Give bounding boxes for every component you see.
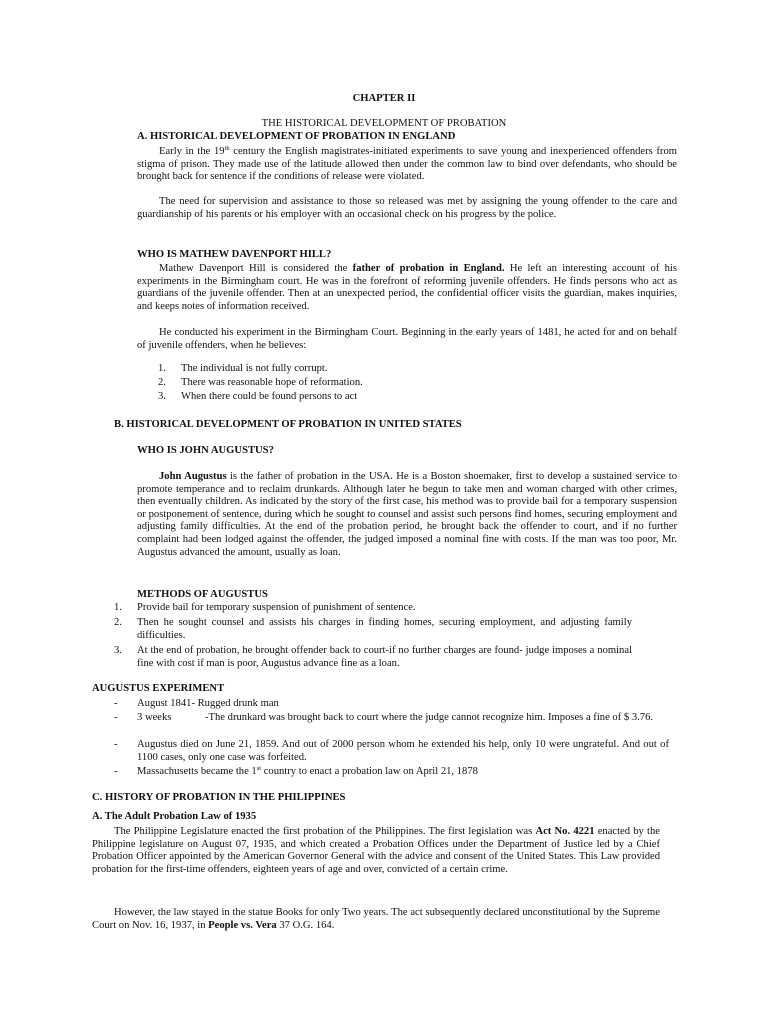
hill-paragraph bbox=[137, 263, 677, 313]
section-b-heading: B. HISTORICAL DEVELOPMENT OF PROBATION IN UNITED STATES bbox=[114, 419, 462, 430]
method-item: Then he sought counsel and assists his charges in finding homes, securing employment, and adjusting family difficulties. bbox=[137, 617, 632, 641]
experiment-duration: 3 weeks bbox=[137, 712, 172, 723]
experiment-item bbox=[137, 766, 478, 779]
e4-superscript: st bbox=[256, 765, 262, 772]
method-item: At the end of probation, he brought offender back to court-if no further charges are found- judge imposes a nominal fine with cost if man is poor, Augustus advance fine as a loan. bbox=[137, 645, 632, 669]
method-number: 3. bbox=[114, 645, 122, 656]
p1-text-b: century the English magistrates-initiated experiments to save young and inexperienced offenders from stigma of prison. They made use of the latitude allowed then under the common law to bind over defendants, who should be brought back for sentence if the conditions of release were violated. bbox=[137, 146, 677, 183]
method-number: 1. bbox=[114, 602, 122, 613]
philippines-paragraph-2 bbox=[92, 907, 660, 932]
augustus-paragraph bbox=[137, 471, 677, 559]
ph2-text-b: 37 O.G. 164. bbox=[276, 919, 335, 931]
dash-bullet: - bbox=[114, 712, 118, 723]
section-a-paragraph-1 bbox=[137, 146, 677, 184]
ph-text-b: enacted by the Philippine legislature on August 07, 1935, and which created a Probation Offices under the Department of Justice led by a Chief Probation Officer appointed by the American Governor General with the advice and consent of the United States. This Law provided probation for the first-time offenders, eighteen years of age and over, convicted of a certain crime. bbox=[92, 826, 660, 875]
section-a-paragraph-2: The need for supervision and assistance to those so released was met by assigning the young offender to the care and guardianship of his parents or his employer with an occasional check on his progress by the police. bbox=[137, 196, 677, 220]
ph2-text-a: However, the law stayed in the statue Books for only Two years. The act subsequently declared unconstitutional by the Supreme Court on Nov. 16, 1937, in bbox=[92, 907, 660, 931]
experiment-item: August 1841- Rugged drunk man bbox=[137, 698, 279, 709]
p1-superscript: th bbox=[224, 145, 230, 152]
hill-text-b: He left an interesting account of his experiments in the Birmingham court. He was in the forefront of reforming juvenile offenders. He finds persons who act as guardians of the juvenile offender. Then at an unexpected period, the confidential officer visits the guardian, makes inquiries, and keeps notes of information received. bbox=[137, 263, 678, 312]
case-name: People vs. Vera bbox=[208, 919, 277, 931]
dash-bullet: - bbox=[114, 698, 118, 709]
method-item: Provide bail for temporary suspension of punishment of sentence. bbox=[137, 602, 416, 613]
experiment-heading: AUGUSTUS EXPERIMENT bbox=[92, 683, 225, 694]
adult-probation-subheading: A. The Adult Probation Law of 1935 bbox=[92, 811, 257, 822]
hill-text-a: Mathew Davenport Hill is considered the bbox=[159, 263, 353, 274]
birmingham-paragraph: He conducted his experiment in the Birmingham Court. Beginning in the early years of 1481, he acted for and on behalf of juvenile offenders, when he believes: bbox=[137, 327, 677, 351]
p1-text-a: Early in the 19 bbox=[159, 146, 225, 157]
methods-heading: METHODS OF AUGUSTUS bbox=[137, 589, 268, 600]
method-number: 2. bbox=[114, 617, 122, 628]
section-a-heading: A. HISTORICAL DEVELOPMENT OF PROBATION IN ENGLAND bbox=[137, 131, 456, 142]
experiment-item: -The drunkard was brought back to court where the judge cannot recognize him. Imposes a fine of $ 3.76. bbox=[205, 712, 654, 723]
augustus-name: John Augustus bbox=[159, 471, 227, 482]
act-number: Act No. 4221 bbox=[535, 826, 595, 837]
who-is-augustus-heading: WHO IS JOHN AUGUSTUS? bbox=[137, 445, 274, 456]
e4-text-b: country to enact a probation law on April 21, 1878 bbox=[261, 766, 478, 777]
document-title: THE HISTORICAL DEVELOPMENT OF PROBATION bbox=[261, 118, 507, 129]
philippines-paragraph-1 bbox=[92, 826, 660, 876]
hill-bold-text: father of probation in England. bbox=[352, 263, 505, 274]
who-is-hill-heading: WHO IS MATHEW DAVENPORT HILL? bbox=[137, 249, 332, 260]
ph-text-a: The Philippine Legislature enacted the first probation of the Philippines. The first legislation was bbox=[114, 826, 536, 837]
list-item-number: 3. bbox=[158, 391, 166, 402]
augustus-text: is the father of probation in the USA. He is a Boston shoemaker, first to develop a sustained service to promote temperance and to reclaim drunkards. Although later he begun to take men and woman charged with other crimes, then eventually children. As indicated by the story of the first case, his method was to provide bail for a temporary suspension or postponement of sentence, during which he sought to counsel and assist such persons find homes, securing employment and adjusting family difficulties. At the end of the probation period, he brought back the offender to court, and if no further complaint had been lodged against the offender, the judged imposed a nominal fine with costs. If the man was too poor, Mr. Augustus advanced the amount, usually as loan. bbox=[137, 471, 677, 558]
list-item: The individual is not fully corrupt. bbox=[181, 363, 328, 374]
list-item: When there could be found persons to act bbox=[181, 391, 358, 402]
section-c-heading: C. HISTORY OF PROBATION IN THE PHILIPPINES bbox=[92, 792, 346, 803]
e4-text-a: Massachusetts became the 1 bbox=[137, 766, 257, 777]
dash-bullet: - bbox=[114, 766, 118, 777]
experiment-item: Augustus died on June 21, 1859. And out of 2000 person whom he extended his help, only 10 were ungrateful. And out of 1100 cases, only one case was forfeited. bbox=[137, 739, 669, 763]
list-item-number: 1. bbox=[158, 363, 166, 374]
chapter-heading: CHAPTER II bbox=[352, 93, 416, 104]
list-item: There was reasonable hope of reformation. bbox=[181, 377, 363, 388]
list-item-number: 2. bbox=[158, 377, 166, 388]
dash-bullet: - bbox=[114, 739, 118, 750]
